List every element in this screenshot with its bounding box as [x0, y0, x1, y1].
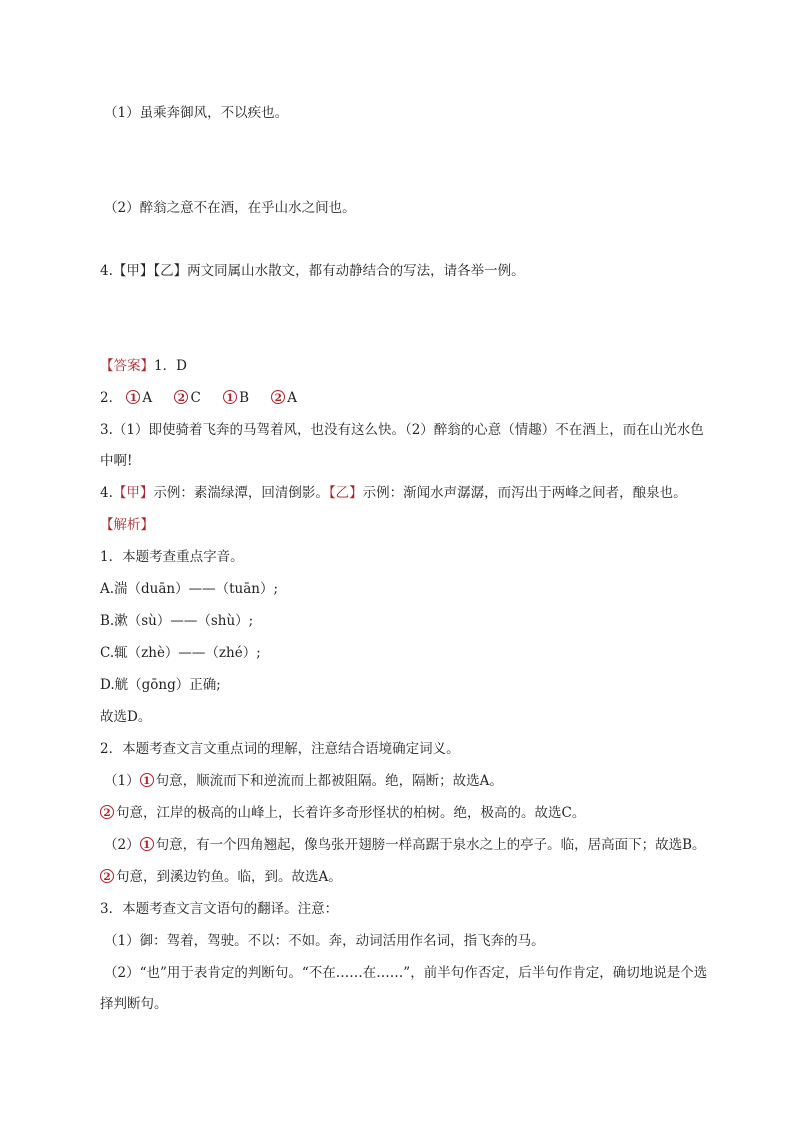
- answer-2-item: 1 A: [126, 390, 152, 406]
- question-3-2: （2）醉翁之意不在酒，在乎山水之间也。: [104, 200, 356, 216]
- answer-2: [100, 388, 297, 408]
- analysis-p1-a: A.湍（duān）——（tuān）;: [100, 581, 279, 597]
- answer-2-item: 2 C: [174, 390, 200, 406]
- analysis-p3: 3．本题考查文言文语句的翻译。注意：: [100, 901, 339, 917]
- analysis-p2-1b: 2 句意，江岸的极高的山峰上，长着许多奇形怪状的柏树。绝，极高的。故选C。: [100, 803, 585, 823]
- circled-number-icon: 1: [140, 773, 154, 787]
- analysis-p1-c: C.辄（zhè）——（zhé）;: [100, 645, 261, 661]
- yi-tag: 【乙】: [328, 485, 363, 501]
- analysis-p1-d: D.觥（gōng）正确;: [100, 677, 221, 693]
- answer-label-line: [100, 356, 187, 376]
- circled-number-icon: 2: [100, 805, 114, 819]
- answer-2-item: 1 B: [223, 390, 249, 406]
- circled-number-icon: 2: [174, 390, 188, 404]
- circled-number-icon: 2: [100, 869, 114, 883]
- answer-3-line-1: 3.（1）即使骑着飞奔的马驾着风，也没有这么快。（2）醉翁的心意（情趣）不在酒上，而在山光水色: [100, 422, 704, 438]
- analysis-p1-b: B.漱（sù）——（shù）;: [100, 613, 254, 629]
- analysis-label: 【解析】: [100, 517, 154, 533]
- analysis-p1-e: 故选D。: [100, 709, 152, 725]
- jia-tag: 【甲】: [112, 485, 154, 501]
- question-3-1: （1）虽乘奔御风，不以疾也。: [104, 105, 289, 121]
- circled-number-icon: 1: [140, 837, 154, 851]
- analysis-p2-2a: （2） 1 句意，有一个四角翘起，像鸟张开翅膀一样高踞于泉水之上的亭子。临，居高面下；故选B。: [104, 837, 706, 853]
- question-4: 4.【甲】【乙】两文同属山水散文，都有动静结合的写法，请各举一例。: [100, 263, 525, 279]
- analysis-p2-1a: （1） 1 句意，顺流而下和逆流而上都被阻隔。绝，隔断；故选A。: [104, 773, 503, 789]
- answer-2-item: 2 A: [271, 390, 297, 406]
- answer-3-line-2: 中啊!: [100, 453, 133, 469]
- answer-1: 1．D: [154, 358, 187, 374]
- analysis-p2: 2．本题考查文言文重点词的理解，注意结合语境确定词义。: [100, 741, 460, 757]
- circled-number-icon: 1: [223, 390, 237, 404]
- answer-label: 【答案】: [100, 358, 154, 374]
- circled-number-icon: 2: [271, 390, 285, 404]
- answer-2-prefix: 2．: [100, 390, 123, 406]
- analysis-p1: 1．本题考查重点字音。: [100, 549, 244, 565]
- circled-number-icon: 1: [126, 390, 140, 404]
- analysis-p3-1: （1）御：驾着，驾驶。不以：不如。奔，动词活用作名词，指飞奔的马。: [104, 933, 545, 949]
- analysis-p3-2-line-1: （2）“也”用于表肯定的判断句。“不在……在……”，前半句作否定，后半句作肯定，确切地说是个选: [104, 965, 708, 981]
- analysis-p2-2b: 2 句意，到溪边钓鱼。临，到。故选A。: [100, 867, 342, 887]
- analysis-p3-2-line-2: 择判断句。: [100, 996, 168, 1012]
- answer-4: 4.【甲】示例：素湍绿潭，回清倒影。【乙】示例：渐闻水声潺潺，而泻出于两峰之间者，酿泉也。: [100, 485, 687, 501]
